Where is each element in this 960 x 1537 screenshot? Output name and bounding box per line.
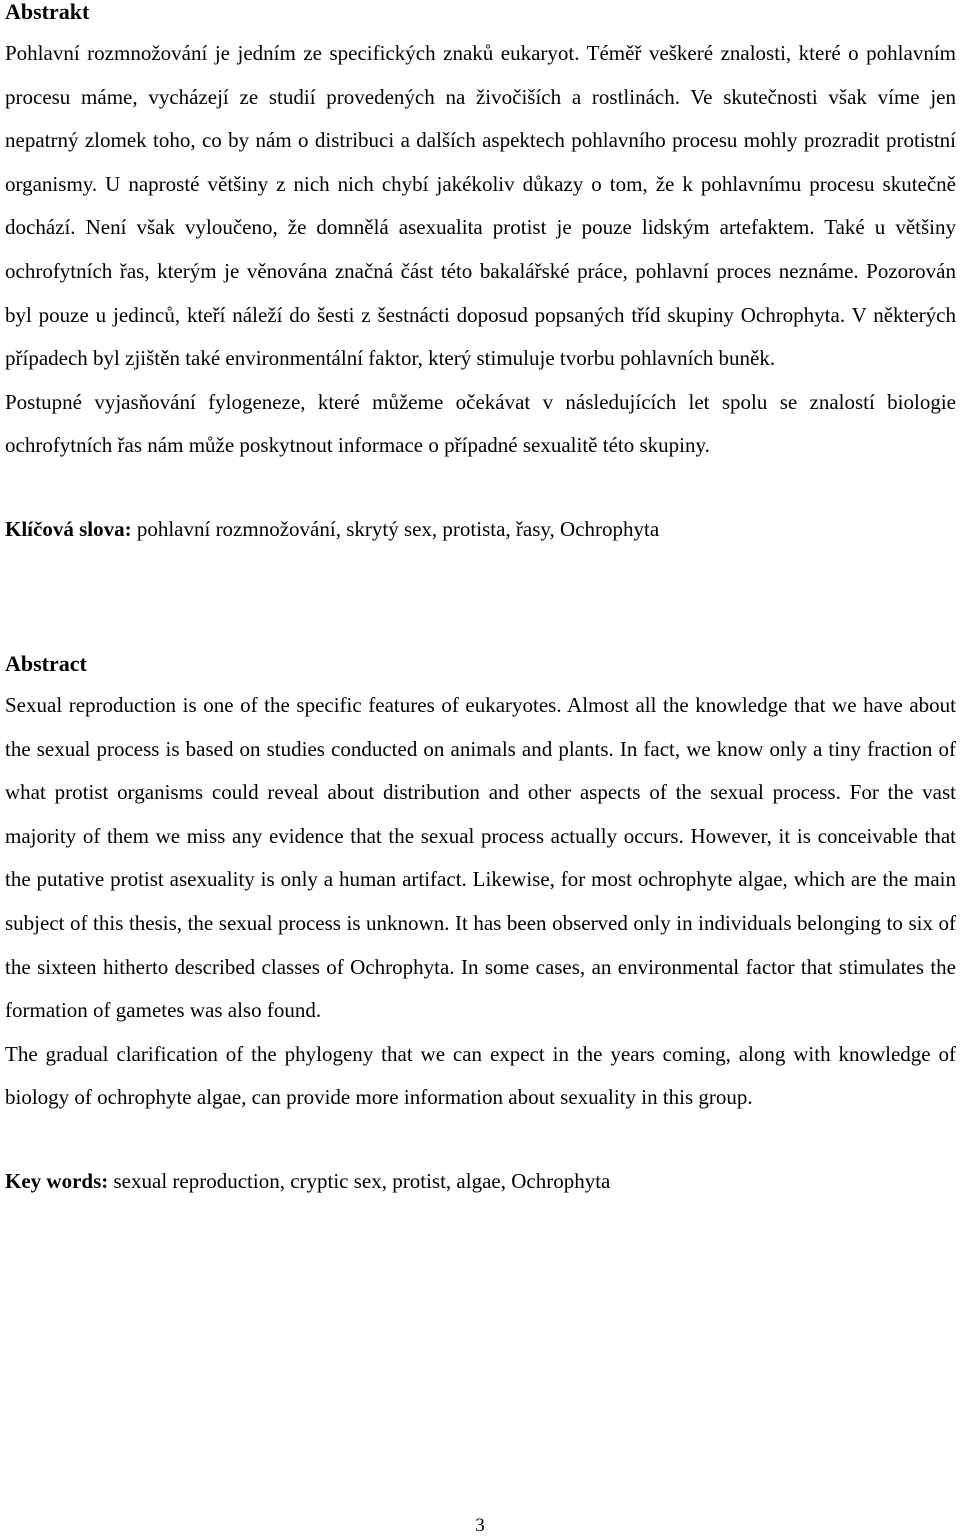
czech-keywords-label: Klíčová slova: — [5, 516, 132, 541]
english-abstract-paragraph-2: The gradual clarification of the phylogeny that we can expect in the years coming, along with knowledge of biology of ochrophyte algae, can provide more information about sexuality in this group. — [5, 1041, 956, 1110]
czech-abstract-heading: Abstrakt — [5, 0, 90, 24]
english-keywords-line — [5, 1166, 956, 1196]
english-abstract-paragraph-1: Sexual reproduction is one of the specific features of eukaryotes. Almost all the knowledge that we have about the sexual process is based on studies conducted on animals and plants. In fact, we know only a tiny fraction of what protist organisms could reveal about distribution and other aspects of the sexual process. For the vast majority of them we miss any evidence that the sexual process actually occurs. However, it is conceivable that the putative protist asexuality is only a human artifact. Likewise, for most ochrophyte algae, which are the main subject of this thesis, the sexual process is unknown. It has been observed only in individuals belonging to six of the sixteen hitherto described classes of Ochrophyta. In some cases, an environmental factor that stimulates the formation of gametes was also found. — [5, 692, 956, 1023]
english-abstract-heading: Abstract — [5, 650, 87, 676]
czech-abstract-paragraph-1: Pohlavní rozmnožování je jedním ze specifických znaků eukaryot. Téměř veškeré znalosti, které o pohlavním procesu máme, vycházejí ze studií provedených na živočiších a rostlinách. Ve skutečnosti však víme jen nepatrný zlomek toho, co by nám o distribuci a dalších aspektech pohlavního procesu mohly prozradit protistní organismy. U naprosté většiny z nich nich chybí jakékoliv důkazy o tom, že k pohlavnímu procesu skutečně dochází. Není však vyloučeno, že domnělá asexualita protist je pouze lidským artefaktem. Také u většiny ochrofytních řas, kterým je věnována značná část této bakalářské práce, pohlavní proces neznáme. Pozorován byl pouze u jedinců, kteří náleží do šesti z šestnácti doposud popsaných tříd skupiny Ochrophyta. V některých případech byl zjištěn také environmentální faktor, který stimuluje tvorbu pohlavních buněk. — [5, 41, 956, 371]
page-number: 3 — [475, 1515, 485, 1536]
document-page — [5, 0, 956, 1196]
czech-keywords-line — [5, 514, 956, 544]
english-abstract-section — [5, 652, 956, 1196]
czech-abstract-section — [5, 0, 956, 544]
czech-keywords-text: pohlavní rozmnožování, skrytý sex, protista, řasy, Ochrophyta — [131, 516, 660, 541]
english-keywords-text: sexual reproduction, cryptic sex, protist, algae, Ochrophyta — [108, 1168, 611, 1193]
english-keywords-label: Key words: — [5, 1168, 109, 1193]
czech-abstract-paragraph-2: Postupné vyjasňování fylogeneze, které můžeme očekávat v následujících let spolu se znalostí biologie ochrofytních řas nám může poskytnout informace o případné sexualitě této skupiny. — [5, 389, 956, 458]
